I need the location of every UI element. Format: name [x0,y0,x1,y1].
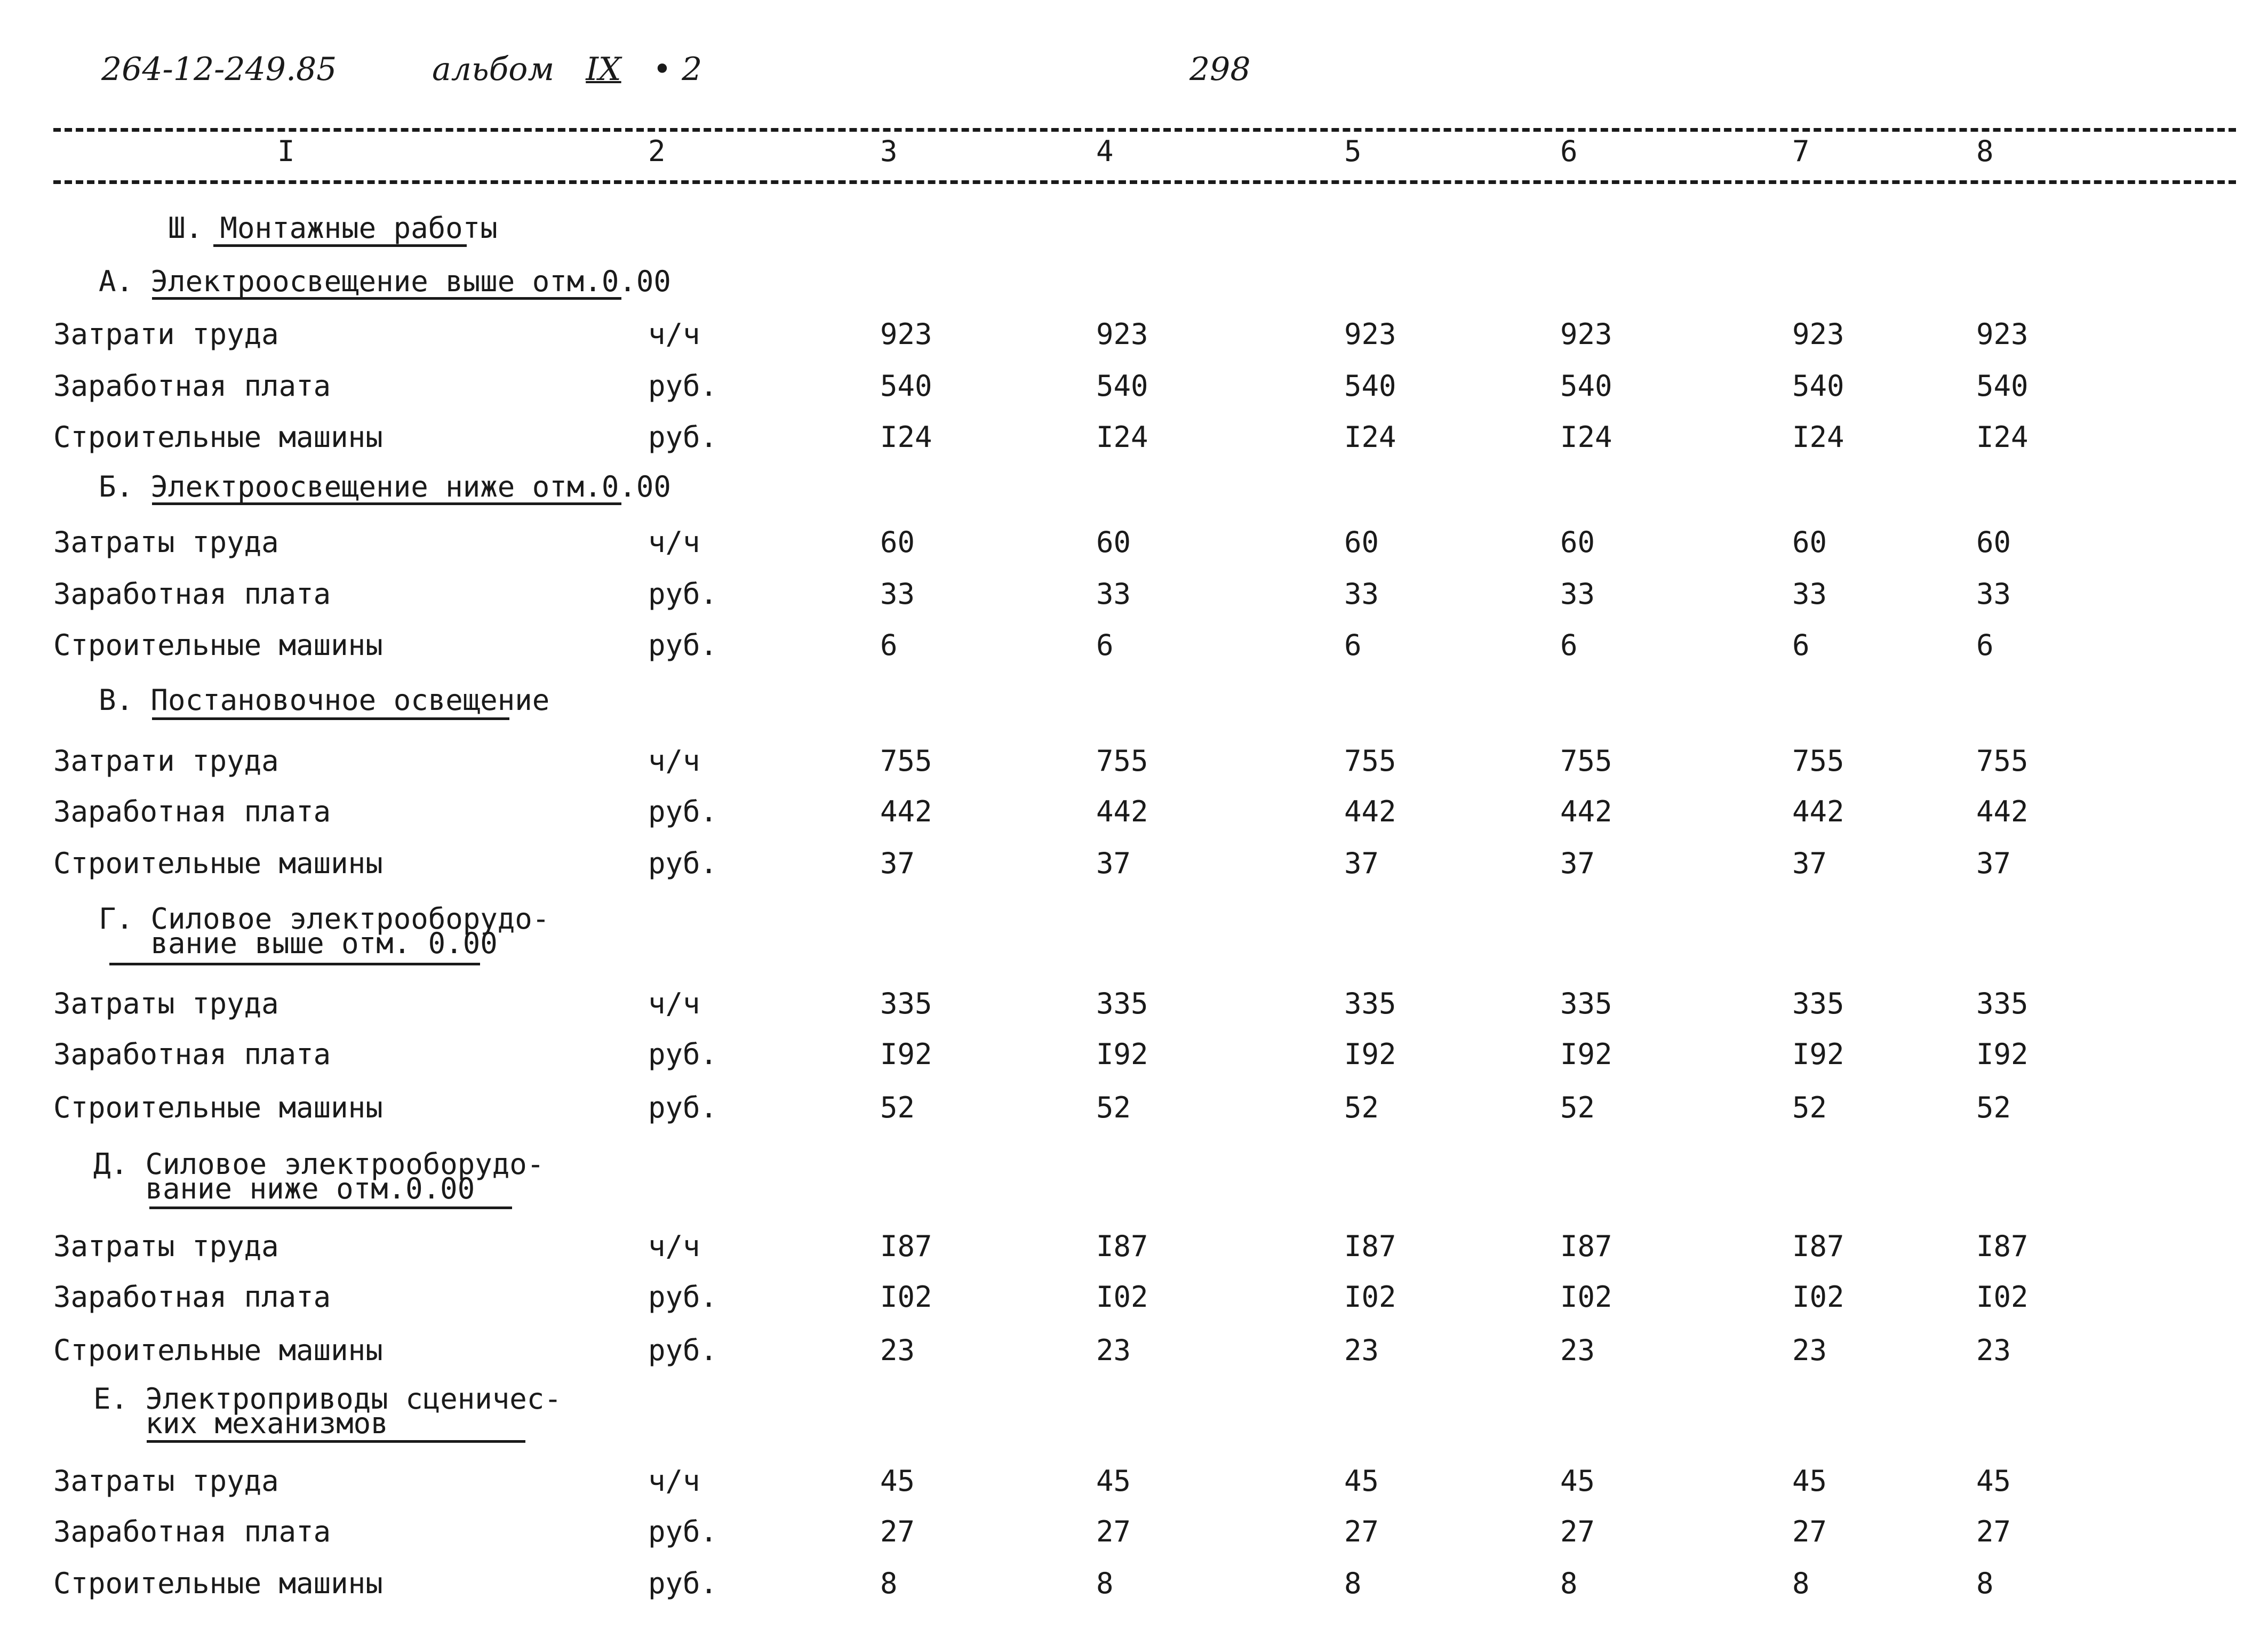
value-cell-col-7: I92 [1792,1037,1844,1071]
value-cell-col-5: 52 [1344,1091,1379,1124]
album-roman-number: IX [586,51,621,88]
value-cell-col-7: 442 [1792,795,1844,828]
row-label: Строительные машины [53,420,383,454]
value-cell-col-8: 442 [1976,795,2029,828]
value-cell-col-5: 45 [1344,1464,1379,1498]
value-cell-col-6: 923 [1560,317,1612,351]
section-title-line: Электроосвещение выше отм.0.00 [150,265,671,298]
value-cell-col-7: 23 [1792,1333,1827,1367]
column-number-7: 7 [1792,134,1810,168]
row-label: Строительные машины [53,846,383,880]
row-unit: руб. [648,1280,718,1314]
row-unit: ч/ч [648,1464,700,1498]
value-cell-col-8: 45 [1976,1464,2011,1498]
row-label: Заработная плата [53,1037,331,1071]
value-cell-col-7: I02 [1792,1280,1844,1314]
table-row [0,369,2268,406]
value-cell-col-3: 923 [880,317,932,351]
section-letter: Е. [93,1382,146,1416]
section-letter: В. [99,683,151,717]
section-title-line: Силовое электрооборудо- [145,1147,545,1181]
value-cell-col-7: 6 [1792,628,1810,662]
value-cell-col-5: 755 [1344,744,1396,778]
value-cell-col-5: 33 [1344,577,1379,611]
document-code: 264-12-249.85 [101,51,337,88]
table-row [0,744,2268,781]
column-number-2: 2 [648,134,666,168]
section-underline [149,1206,512,1209]
section-title-line: Постановочное освещение [150,683,550,717]
part-title [168,211,498,245]
row-label: Затрати труда [53,744,279,778]
value-cell-col-5: 8 [1344,1567,1362,1600]
table-row [0,1091,2268,1128]
value-cell-col-5: 37 [1344,846,1379,880]
row-unit: руб. [648,1515,718,1548]
column-number-3: 3 [880,134,898,168]
value-cell-col-6: 6 [1560,628,1578,662]
table-row [0,420,2268,458]
value-cell-col-6: 442 [1560,795,1612,828]
table-row [0,1037,2268,1075]
table-row [0,987,2268,1024]
value-cell-col-4: 45 [1096,1464,1131,1498]
value-cell-col-4: 442 [1096,795,1148,828]
value-cell-col-3: 755 [880,744,932,778]
value-cell-col-4: I87 [1096,1229,1148,1263]
row-unit: руб. [648,795,718,828]
value-cell-col-6: 23 [1560,1333,1595,1367]
value-cell-col-6: I87 [1560,1229,1612,1263]
value-cell-col-4: 23 [1096,1333,1131,1367]
section-letter: Б. [99,470,151,504]
section-heading [93,1147,545,1205]
value-cell-col-6: 60 [1560,525,1595,559]
part-title-text: Ш. Монтажные работы [168,211,498,245]
value-cell-col-5: 540 [1344,369,1396,403]
value-cell-col-7: 52 [1792,1091,1827,1124]
value-cell-col-4: 33 [1096,577,1131,611]
section-title-line: вание выше отм. 0.00 [150,926,498,960]
value-cell-col-3: 52 [880,1091,915,1124]
row-label: Заработная плата [53,1515,331,1548]
value-cell-col-8: 755 [1976,744,2029,778]
value-cell-col-7: 45 [1792,1464,1827,1498]
row-label: Строительные машины [53,1333,383,1367]
value-cell-col-6: 33 [1560,577,1595,611]
value-cell-col-3: 23 [880,1333,915,1367]
value-cell-col-6: 52 [1560,1091,1595,1124]
section-heading [99,902,550,960]
value-cell-col-3: I24 [880,420,932,454]
value-cell-col-8: I24 [1976,420,2029,454]
value-cell-col-4: 540 [1096,369,1148,403]
section-title-line: вание ниже отм.0.00 [145,1172,475,1205]
row-unit: руб. [648,577,718,611]
value-cell-col-5: I92 [1344,1037,1396,1071]
column-number-8: 8 [1976,134,1994,168]
part-title-underline [213,244,467,247]
value-cell-col-8: 540 [1976,369,2029,403]
value-cell-col-8: 8 [1976,1567,1994,1600]
value-cell-col-3: I87 [880,1229,932,1263]
album-word: альбом [432,51,555,88]
value-cell-col-6: I24 [1560,420,1612,454]
table-row [0,795,2268,832]
section-underline [152,502,621,505]
row-label: Строительные машины [53,628,383,662]
value-cell-col-4: 755 [1096,744,1148,778]
value-cell-col-4: 37 [1096,846,1131,880]
section-underline [147,1440,525,1443]
row-label: Строительные машины [53,1567,383,1600]
value-cell-col-5: I24 [1344,420,1396,454]
value-cell-col-6: 45 [1560,1464,1595,1498]
value-cell-col-7: 27 [1792,1515,1827,1548]
value-cell-col-5: 335 [1344,987,1396,1020]
section-title-line: Электроосвещение ниже отм.0.00 [150,470,671,504]
value-cell-col-6: 335 [1560,987,1612,1020]
section-title-line: ких механизмов [145,1407,388,1440]
row-label: Затраты труда [53,987,279,1020]
value-cell-col-8: I87 [1976,1229,2029,1263]
table-row [0,1333,2268,1371]
value-cell-col-5: 27 [1344,1515,1379,1548]
section-title-line: Силовое электрооборудо- [150,902,550,936]
column-number-4: 4 [1096,134,1114,168]
section-underline [109,963,480,965]
value-cell-col-8: I92 [1976,1037,2029,1071]
value-cell-col-7: 755 [1792,744,1844,778]
row-label: Затраты труда [53,525,279,559]
table-row [0,317,2268,355]
page-number: 298 [1189,51,1251,88]
value-cell-col-3: 60 [880,525,915,559]
value-cell-col-3: 33 [880,577,915,611]
table-row [0,577,2268,614]
value-cell-col-7: I24 [1792,420,1844,454]
value-cell-col-4: 923 [1096,317,1148,351]
row-unit: руб. [648,1567,718,1600]
value-cell-col-7: 335 [1792,987,1844,1020]
table-row [0,1567,2268,1604]
value-cell-col-6: 8 [1560,1567,1578,1600]
header-bottom-rule [53,180,2236,184]
row-unit: ч/ч [648,987,700,1020]
column-number-5: 5 [1344,134,1362,168]
row-unit: ч/ч [648,744,700,778]
value-cell-col-7: 60 [1792,525,1827,559]
value-cell-col-8: 37 [1976,846,2011,880]
value-cell-col-5: 23 [1344,1333,1379,1367]
column-number-1: I [277,134,295,168]
value-cell-col-8: 52 [1976,1091,2011,1124]
row-label: Заработная плата [53,577,331,611]
value-cell-col-6: 755 [1560,744,1612,778]
value-cell-col-3: 45 [880,1464,915,1498]
value-cell-col-8: 923 [1976,317,2029,351]
value-cell-col-4: 335 [1096,987,1148,1020]
section-heading [99,470,671,504]
value-cell-col-8: 33 [1976,577,2011,611]
table-row [0,1515,2268,1552]
value-cell-col-8: 335 [1976,987,2029,1020]
value-cell-col-6: I02 [1560,1280,1612,1314]
value-cell-col-3: 540 [880,369,932,403]
value-cell-col-3: 37 [880,846,915,880]
value-cell-col-5: 60 [1344,525,1379,559]
row-unit: руб. [648,1333,718,1367]
value-cell-col-5: I87 [1344,1229,1396,1263]
section-heading [99,265,671,298]
table-row [0,525,2268,563]
value-cell-col-3: 335 [880,987,932,1020]
table-row [0,846,2268,884]
row-label: Затраты труда [53,1464,279,1498]
section-heading [93,1382,562,1440]
row-label: Заработная плата [53,369,331,403]
header-top-rule [53,128,2236,132]
value-cell-col-7: 37 [1792,846,1827,880]
row-unit: руб. [648,846,718,880]
value-cell-col-4: 52 [1096,1091,1131,1124]
value-cell-col-7: 540 [1792,369,1844,403]
value-cell-col-8: 6 [1976,628,1994,662]
value-cell-col-3: I02 [880,1280,932,1314]
value-cell-col-6: I92 [1560,1037,1612,1071]
section-underline [152,297,621,300]
value-cell-col-5: 923 [1344,317,1396,351]
table-row [0,1464,2268,1501]
value-cell-col-4: I02 [1096,1280,1148,1314]
section-underline [152,717,509,720]
value-cell-col-6: 27 [1560,1515,1595,1548]
value-cell-col-7: 8 [1792,1567,1810,1600]
value-cell-col-3: 27 [880,1515,915,1548]
table-row [0,1229,2268,1267]
value-cell-col-6: 37 [1560,846,1595,880]
value-cell-col-5: 442 [1344,795,1396,828]
value-cell-col-8: 60 [1976,525,2011,559]
value-cell-col-7: I87 [1792,1229,1844,1263]
row-unit: руб. [648,369,718,403]
row-label: Затраты труда [53,1229,279,1263]
value-cell-col-5: I02 [1344,1280,1396,1314]
row-label: Затрати труда [53,317,279,351]
section-title-line: Электроприводы сценичес- [145,1382,562,1416]
value-cell-col-4: 8 [1096,1567,1114,1600]
section-letter: Г. [99,902,151,936]
row-unit: руб. [648,628,718,662]
value-cell-col-8: 27 [1976,1515,2011,1548]
value-cell-col-4: I92 [1096,1037,1148,1071]
value-cell-col-8: I02 [1976,1280,2029,1314]
row-unit: руб. [648,420,718,454]
value-cell-col-8: 23 [1976,1333,2011,1367]
value-cell-col-7: 33 [1792,577,1827,611]
row-unit: ч/ч [648,317,700,351]
row-unit: ч/ч [648,1229,700,1263]
value-cell-col-4: 6 [1096,628,1114,662]
column-number-6: 6 [1560,134,1578,168]
row-unit: руб. [648,1091,718,1124]
value-cell-col-4: I24 [1096,420,1148,454]
value-cell-col-4: 27 [1096,1515,1131,1548]
value-cell-col-6: 540 [1560,369,1612,403]
value-cell-col-3: 8 [880,1567,898,1600]
row-label: Строительные машины [53,1091,383,1124]
row-label: Заработная плата [53,795,331,828]
value-cell-col-7: 923 [1792,317,1844,351]
value-cell-col-5: 6 [1344,628,1362,662]
section-letter: Д. [93,1147,146,1181]
table-row [0,1280,2268,1317]
album-label [432,51,702,88]
row-unit: руб. [648,1037,718,1071]
row-label: Заработная плата [53,1280,331,1314]
album-part: • 2 [652,51,702,88]
row-unit: ч/ч [648,525,700,559]
table-row [0,628,2268,666]
section-heading [99,683,550,717]
value-cell-col-4: 60 [1096,525,1131,559]
section-letter: А. [99,265,151,298]
value-cell-col-3: I92 [880,1037,932,1071]
value-cell-col-3: 442 [880,795,932,828]
value-cell-col-3: 6 [880,628,898,662]
